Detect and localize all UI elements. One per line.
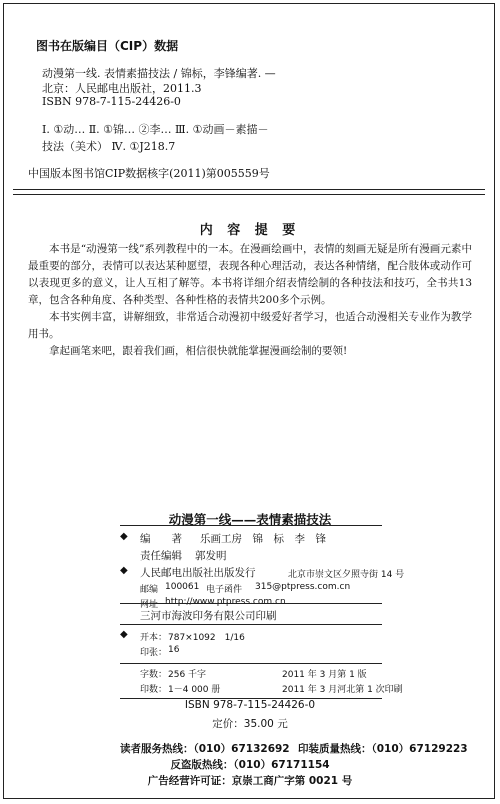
editor: 郭发明: [195, 550, 227, 562]
divider-bottom: [13, 194, 485, 195]
email-label: 电子函件: [206, 585, 243, 595]
authors-label: 编 著: [140, 533, 182, 545]
words-label: 字数：: [140, 670, 168, 680]
summary-paragraph-2: 本书实例丰富，讲解细致，非常适合动漫初中级爱好者学习，也适合动漫相关专业作为教学用书。: [28, 311, 472, 340]
cip-line-1: 动漫第一线. 表情素描技法 / 锦标，李锋编著. —: [42, 67, 276, 80]
bullet-icon: ◆: [120, 531, 128, 542]
ad-license: 广告经营许可证：京崇工商广字第 0021 号: [147, 775, 353, 787]
divider-top: [13, 189, 485, 190]
cip-isbn: ISBN 978-7-115-24426-0: [42, 95, 181, 108]
copies-label: 印数：: [140, 685, 168, 695]
email: 315@ptpress.com.cn: [255, 582, 351, 592]
cip-line-5: 技法（美术） Ⅳ. ①J218.7: [42, 140, 176, 153]
isbn: ISBN 978-7-115-24426-0: [184, 699, 316, 711]
web-address: http://www.ptpress.com.cn: [165, 597, 286, 607]
printing: 2011 年 3 月河北第 1 次印刷: [282, 685, 403, 695]
hotline-piracy: 反盗版热线：（010）67171154: [170, 759, 330, 771]
format-label: 开本：: [140, 633, 168, 643]
book-title: 动漫第一线——表情素描技法: [168, 512, 332, 527]
web-label: 网址: [140, 600, 159, 610]
price: 定价：35.00 元: [212, 718, 288, 730]
edition: 2011 年 3 月第 1 版: [282, 670, 367, 680]
copyright-divider-2: [120, 603, 382, 604]
postcode: 100061: [165, 582, 200, 592]
copyright-divider-4: [120, 663, 382, 664]
summary-paragraph-1: 本书是“动漫第一线”系列教程中的一本。在漫画绘画中，表情的刻画无疑是所有漫画元素中最重要的部分，表情可以表达某种愿望，表现各种心理活动，表达各种情绪，配合肢体或动作可以表现更多的意义，让人互相了解等。本书将详细介绍表情绘制的各种技法和技巧，全书共13章，包含各种角度、各种类型、各种性格的表情共200多个示例。: [28, 243, 472, 306]
cip-title: 图书在版编目（CIP）数据: [36, 39, 179, 53]
cip-data-number: 中国版本图书馆CIP数据核字(2011)第005559号: [28, 167, 270, 180]
format: 787×1092 1/16: [168, 633, 245, 643]
postcode-label: 邮编: [140, 585, 159, 595]
copies: 1－4 000 册: [168, 685, 221, 695]
authors: 乐画工房 锦 标 李 锋: [200, 533, 326, 545]
cip-line-2: 北京：人民邮电出版社，2011.3: [42, 82, 202, 95]
bullet-icon: ◆: [120, 629, 128, 640]
hotline-service: 读者服务热线：（010）67132692: [120, 743, 290, 755]
summary-paragraph-3: 拿起画笔来吧，跟着我们画，相信很快就能掌握漫画绘制的要领!: [49, 345, 348, 357]
sheets: 16: [168, 645, 180, 655]
hotline-quality: 印装质量热线：（010）67129223: [298, 743, 468, 755]
sheets-label: 印张：: [140, 648, 168, 658]
editor-label: 责任编辑: [140, 550, 182, 562]
publisher: 人民邮电出版社出版发行: [140, 567, 256, 579]
bullet-icon: ◆: [120, 565, 128, 576]
printer: 三河市海波印务有限公司印刷: [140, 610, 277, 622]
summary-body: [28, 241, 472, 360]
copyright-divider-3: [120, 624, 382, 625]
cip-line-4: Ⅰ. ①动… Ⅱ. ①锦… ②李… Ⅲ. ①动画－素描－: [42, 123, 269, 136]
summary-title: 内 容 提 要: [199, 223, 301, 238]
words: 256 千字: [168, 670, 207, 680]
publisher-address: 北京市崇文区夕照寺街 14 号: [288, 570, 405, 580]
copyright-divider-1: [120, 525, 382, 526]
